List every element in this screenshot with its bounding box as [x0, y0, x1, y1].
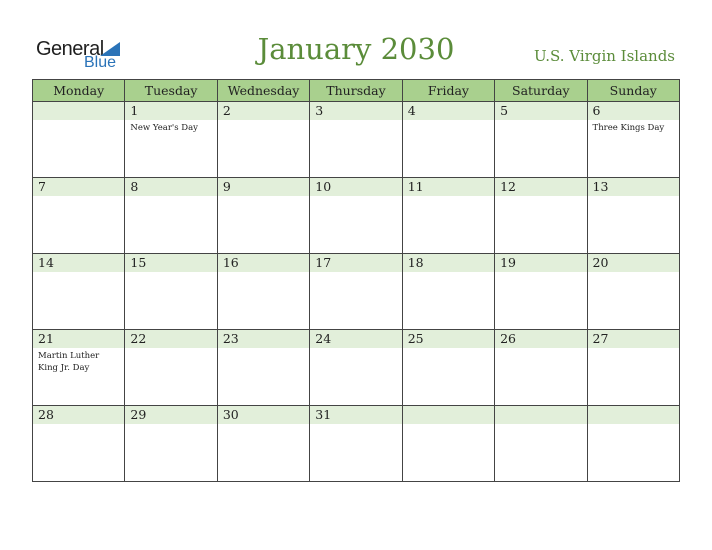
day-cell [125, 254, 217, 330]
day-number [495, 406, 586, 424]
day-number: 10 [310, 178, 401, 196]
day-cell [495, 254, 587, 330]
weekday-header: Monday [33, 80, 125, 102]
day-cell [587, 330, 679, 406]
calendar-title: January 2030 [257, 32, 455, 66]
day-number: 9 [218, 178, 309, 196]
day-number: 25 [403, 330, 494, 348]
day-cell [402, 330, 494, 406]
day-cell [402, 178, 494, 254]
day-cell [33, 178, 125, 254]
holiday-label: Three Kings Day [592, 123, 665, 133]
week-row [33, 330, 680, 406]
day-cell [310, 254, 402, 330]
day-cell [587, 406, 679, 482]
day-cell [125, 102, 217, 178]
day-number: 14 [33, 254, 124, 272]
day-cell [310, 330, 402, 406]
day-cell [33, 406, 125, 482]
day-number: 22 [125, 330, 216, 348]
holiday-label: New Year's Day [130, 123, 198, 133]
day-number: 12 [495, 178, 586, 196]
day-number: 21 [33, 330, 124, 348]
day-number: 3 [310, 102, 401, 120]
day-cell [217, 254, 309, 330]
day-cell [33, 254, 125, 330]
weekday-header: Wednesday [217, 80, 309, 102]
day-number: 29 [125, 406, 216, 424]
day-cell [217, 406, 309, 482]
calendar-grid [32, 79, 680, 482]
day-number: 16 [218, 254, 309, 272]
day-number: 24 [310, 330, 401, 348]
day-number: 20 [588, 254, 679, 272]
logo-blue-text: Blue [84, 54, 117, 71]
day-number: 17 [310, 254, 401, 272]
day-cell [495, 102, 587, 178]
day-cell [587, 178, 679, 254]
day-cell [125, 406, 217, 482]
week-row [33, 406, 680, 482]
weekday-header: Friday [402, 80, 494, 102]
day-number: 11 [403, 178, 494, 196]
weekday-header: Thursday [310, 80, 402, 102]
weekday-header: Tuesday [125, 80, 217, 102]
day-cell [495, 178, 587, 254]
day-number: 2 [218, 102, 309, 120]
day-cell [402, 406, 494, 482]
week-row [33, 102, 680, 178]
day-cell [495, 406, 587, 482]
day-number: 23 [218, 330, 309, 348]
day-cell [310, 178, 402, 254]
logo-general-text: General [36, 38, 104, 60]
holiday-label: Martin Luther King Jr. Day [38, 351, 100, 373]
day-cell [217, 102, 309, 178]
day-cell [587, 102, 679, 178]
day-number: 13 [588, 178, 679, 196]
day-cell [217, 178, 309, 254]
day-number: 5 [495, 102, 586, 120]
day-cell [310, 102, 402, 178]
country-label: U.S. Virgin Islands [534, 47, 675, 65]
weekday-header: Saturday [495, 80, 587, 102]
day-number: 6 [588, 102, 679, 120]
week-row [33, 178, 680, 254]
day-number [588, 406, 679, 424]
day-number: 26 [495, 330, 586, 348]
day-cell [495, 330, 587, 406]
day-cell [33, 102, 125, 178]
day-cell [587, 254, 679, 330]
day-number: 28 [33, 406, 124, 424]
day-cell [217, 330, 309, 406]
day-cell [310, 406, 402, 482]
day-number: 30 [218, 406, 309, 424]
day-number: 19 [495, 254, 586, 272]
week-row [33, 254, 680, 330]
weekday-header-row [33, 80, 680, 102]
day-number: 27 [588, 330, 679, 348]
day-cell [402, 254, 494, 330]
day-number: 8 [125, 178, 216, 196]
day-number: 1 [125, 102, 216, 120]
day-cell [33, 330, 125, 406]
day-number [403, 406, 494, 424]
day-cell [402, 102, 494, 178]
day-number [33, 102, 124, 120]
day-cell [125, 330, 217, 406]
weekday-header: Sunday [587, 80, 679, 102]
day-number: 7 [33, 178, 124, 196]
day-number: 18 [403, 254, 494, 272]
day-number: 15 [125, 254, 216, 272]
day-number: 31 [310, 406, 401, 424]
day-cell [125, 178, 217, 254]
day-number: 4 [403, 102, 494, 120]
